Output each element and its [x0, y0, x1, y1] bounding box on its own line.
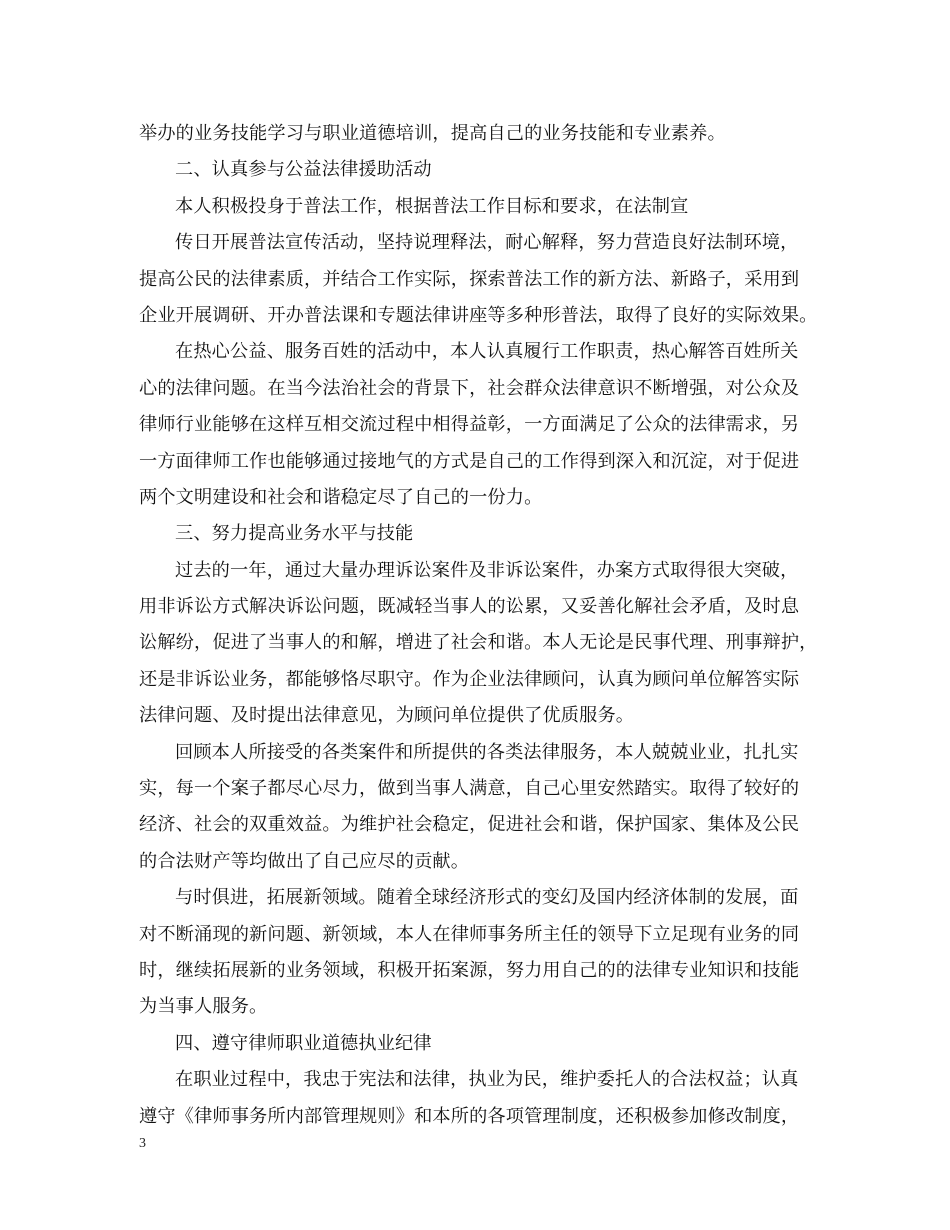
text-line: 两个文明建设和社会和谐稳定尽了自己的一份力。 [139, 486, 543, 508]
text-line: 传日开展普法宣传活动，坚持说理释法，耐心解释，努力营造良好法制环境， [175, 232, 799, 254]
text-line: 对不断涌现的新问题、新领域，本人在律师事务所主任的领导下立足现有业务的同 [139, 923, 800, 945]
text-line: 四、遵守律师职业道德执业纪律 [175, 1032, 432, 1054]
text-line: 讼解纷，促进了当事人的和解，增进了社会和谐。本人无论是民事代理、刑事辩护， [139, 632, 818, 654]
text-line: 为当事人服务。 [139, 996, 268, 1018]
text-line: 的合法财产等均做出了自己应尽的贡献。 [139, 850, 470, 872]
text-line: 还是非诉讼业务，都能够恪尽职守。作为企业法律顾问，认真为顾问单位解答实际 [139, 668, 800, 690]
page-number: 3 [139, 1136, 146, 1151]
text-line: 企业开展调研、开办普法课和专题法律讲座等多种形普法，取得了良好的实际效果。 [139, 304, 818, 326]
text-line: 法律问题、及时提出法律意见，为顾问单位提供了优质服务。 [139, 705, 635, 727]
text-line: 三、努力提高业务水平与技能 [175, 523, 414, 545]
text-line: 一方面律师工作也能够通过接地气的方式是自己的工作得到深入和沉淀，对于促进 [139, 450, 800, 472]
text-line: 二、认真参与公益法律援助活动 [175, 159, 432, 181]
text-line: 心的法律问题。在当今法治社会的背景下，社会群众法律意识不断增强，对公众及 [139, 377, 800, 399]
document-body [139, 116, 818, 1135]
text-line: 遵守《律师事务所内部管理规则》和本所的各项管理制度，还积极参加修改制度， [139, 1105, 800, 1127]
text-line: 过去的一年，通过大量办理诉讼案件及非诉讼案件，办案方式取得很大突破， [175, 559, 799, 581]
text-line: 本人积极投身于普法工作，根据普法工作目标和要求，在法制宣 [175, 195, 689, 217]
text-line: 举办的业务技能学习与职业道德培训，提高自己的业务技能和专业素养。 [139, 123, 726, 144]
text-line: 在热心公益、服务百姓的活动中，本人认真履行工作职责，热心解答百姓所关 [175, 341, 799, 363]
text-line: 律师行业能够在这样互相交流过程中相得益彰，一方面满足了公众的法律需求，另 [139, 414, 800, 436]
text-line: 回顾本人所接受的各类案件和所提供的各类法律服务，本人兢兢业业，扎扎实 [175, 741, 799, 763]
text-line: 与时俱进，拓展新领域。随着全球经济形式的变幻及国内经济体制的发展，面 [175, 887, 799, 909]
text-line: 时，继续拓展新的业务领域，积极开拓案源，努力用自己的的法律专业知识和技能 [139, 959, 800, 981]
text-line: 经济、社会的双重效益。为维护社会稳定，促进社会和谐，保护国家、集体及公民 [139, 814, 800, 836]
text-line: 用非诉讼方式解决诉讼问题，既减轻当事人的讼累，又妥善化解社会矛盾，及时息 [139, 596, 800, 618]
text-line: 在职业过程中，我忠于宪法和法律，执业为民，维护委托人的合法权益；认真 [175, 1069, 799, 1091]
text-line: 提高公民的法律素质，并结合工作实际，探索普法工作的新方法、新路子，采用到 [139, 268, 800, 290]
text-line: 实，每一个案子都尽心尽力，做到当事人满意，自己心里安然踏实。取得了较好的 [139, 778, 800, 800]
